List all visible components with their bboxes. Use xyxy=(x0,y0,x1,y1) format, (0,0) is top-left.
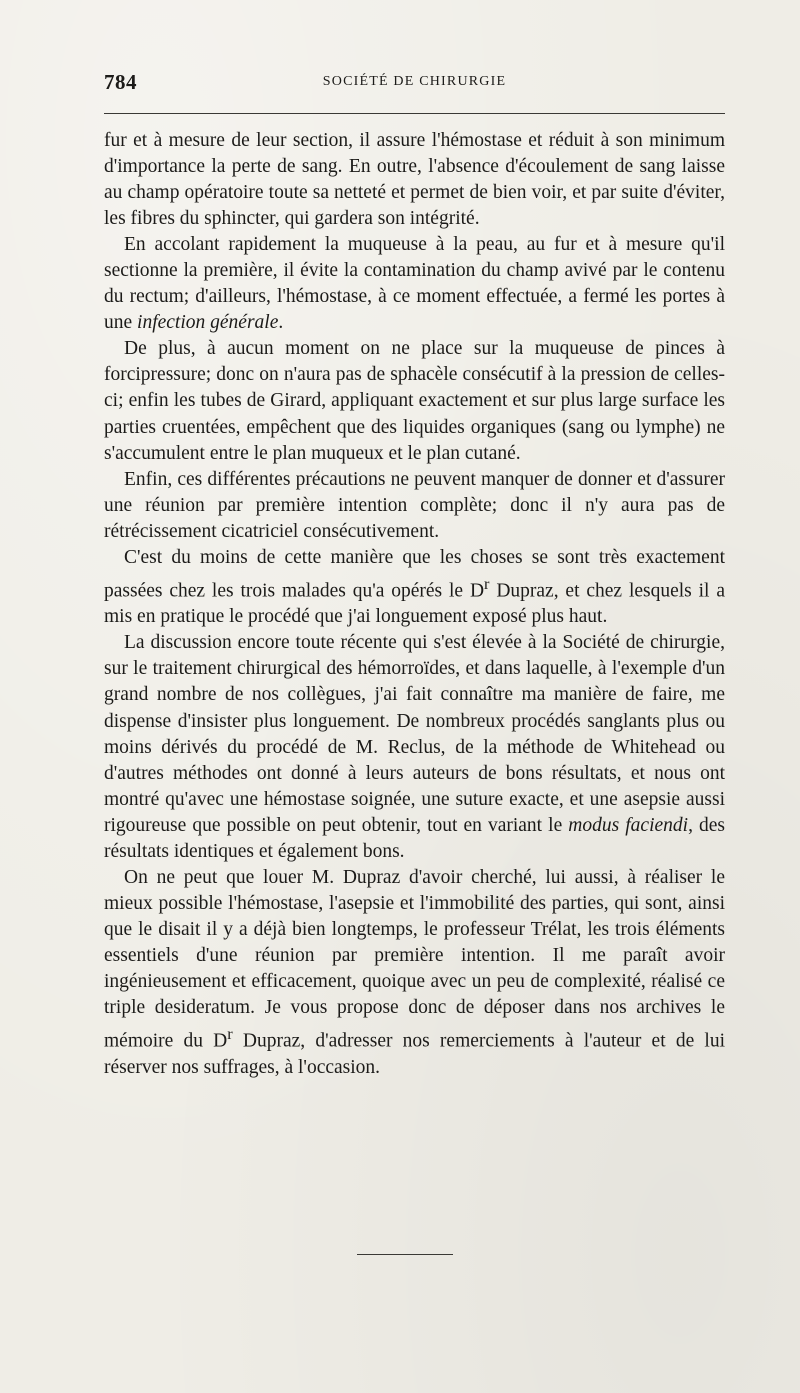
paragraph-text: , des résultats identiques et également bons. xyxy=(104,814,726,862)
paragraph xyxy=(104,336,725,466)
paragraph-text: Enfin, ces différentes précautions ne peuvent manquer de donner et d'assurer une réunion par première intention complète; donc il n'y aura pas de rétrécissement cicatriciel consécutivement. xyxy=(104,468,725,542)
page-header xyxy=(104,68,725,98)
paragraph-text: . xyxy=(278,312,284,334)
paragraph-text: Dupraz, d'adresser nos remerciements à l'auteur et de lui réserver nos suffrages, à l'occasion. xyxy=(104,1030,725,1078)
superscript: r xyxy=(227,1025,233,1044)
paragraph-text: On ne peut que louer M. Dupraz d'avoir cherché, lui aussi, à réaliser le mieux possible l'hémostase, l'asepsie et l'immobilité des parties, qui sont, ainsi que le disait il y a déjà bien longtemps, le professeur Trélat, les trois éléments essentiels d'une réunion par première intention. Il me paraît avoir ingénieusement et efficacement, quoique avec un peu de complexité, réalisé ce triple desideratum. Je vous propose donc de déposer dans nos archives le mémoire du D xyxy=(104,866,725,1052)
paragraph xyxy=(104,128,725,232)
paragraph xyxy=(104,467,725,545)
running-title: SOCIÉTÉ DE CHIRURGIE xyxy=(322,74,507,89)
header-rule xyxy=(104,113,725,114)
paragraph xyxy=(104,865,725,1081)
superscript: r xyxy=(484,574,490,593)
body-text xyxy=(104,128,725,1081)
paragraph-text: En accolant rapidement la muqueuse à la peau, au fur et à mesure qu'il sectionne la première, il évite la contamination du champ avivé par le contenu du rectum; d'ailleurs, l'hémostase, à ce moment effectuée, a fermé les portes à une xyxy=(104,234,725,334)
paragraph-text: La discussion encore toute récente qui s'est élevée à la Société de chirurgie, sur le traitement chirurgical des hémorroïdes, et dans laquelle, à l'exemple d'un grand nombre de nos collègues, j'ai fait connaître ma manière de faire, me dispense d'insister plus longuement. De nombreux procédés sanglants plus ou moins dérivés du procédé de M. Reclus, de la méthode de Whitehead ou d'autres méthodes ont donné à leurs auteurs de bons résultats, et nous ont montré qu'avec une hémostase soignée, une suture exacte, et une asepsie aussi rigoureuse que possible on peut obtenir, tout en variant le xyxy=(104,632,725,836)
paragraph-text: fur et à mesure de leur section, il assure l'hémostase et réduit à son minimum d'importance la perte de sang. En outre, l'absence d'écoulement de sang laisse au champ opératoire toute sa netteté et permet de bien voir, et par suite d'éviter, les fibres du sphincter, qui gardera son intégrité. xyxy=(104,130,725,230)
paragraph-text: De plus, à aucun moment on ne place sur la muqueuse de pinces à forcipressure; donc on n'aura pas de sphacèle consécutif à la pression de celles-ci; enfin les tubes de Girard, appliquant exactement et sur plus large surface les parties cruentées, empêchent que des liquides organiques (sang ou lymphe) ne s'accumulent entre le plan muqueux et le plan cutané. xyxy=(104,338,725,464)
page-number: 784 xyxy=(104,70,137,94)
italic-phrase: infection générale xyxy=(137,312,279,334)
paragraph-text: C'est du moins de cette manière que les choses se sont très exactement passées chez les trois malades qu'a opérés le D xyxy=(104,546,725,602)
paragraph-text: Dupraz, et chez lesquels il a mis en pratique le procédé que j'ai longuement exposé plus haut. xyxy=(104,580,725,628)
paragraph xyxy=(104,232,725,336)
paragraph xyxy=(104,630,725,864)
end-rule xyxy=(357,1254,453,1255)
paragraph xyxy=(104,545,725,631)
italic-phrase: modus faciendi xyxy=(568,814,689,836)
